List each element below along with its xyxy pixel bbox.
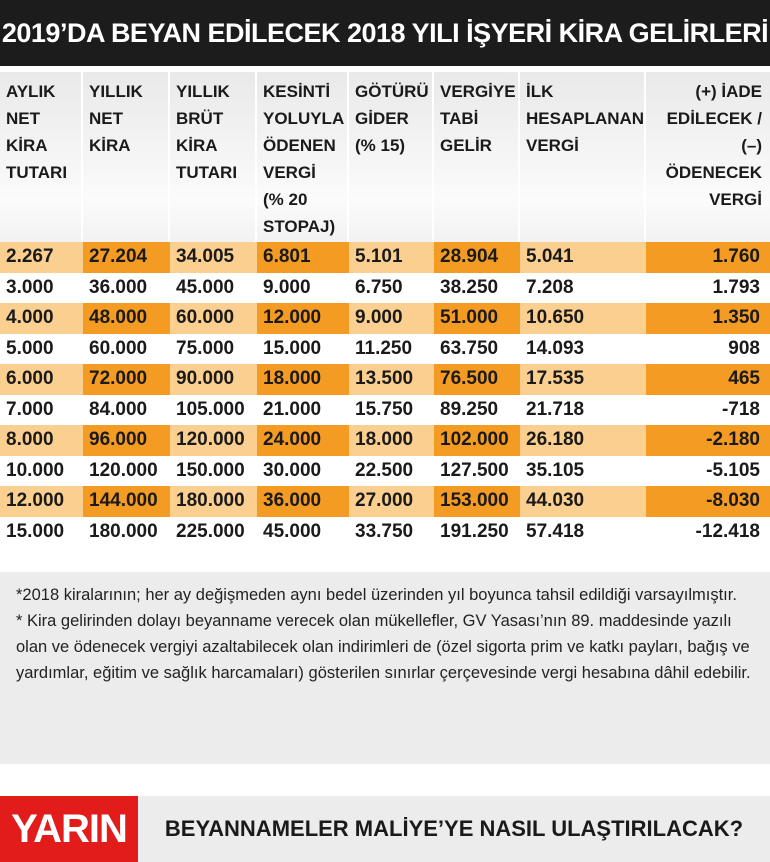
- table-cell: 7.000: [6, 398, 54, 420]
- table-cell: 18.000: [355, 429, 414, 451]
- table-cell: 22.500: [355, 459, 414, 481]
- table-cell: 191.250: [440, 520, 509, 542]
- table-cell: 96.000: [83, 425, 170, 456]
- next-issue-banner: [0, 796, 770, 862]
- table-cell: 84.000: [89, 398, 148, 420]
- table-cell: 9.000: [263, 276, 311, 298]
- table-cell: 7.208: [526, 276, 574, 298]
- column-header-taxable-income: VERGİYE TABİ GELİR: [434, 72, 520, 242]
- table-cell: 48.000: [83, 303, 170, 334]
- table-cell: 144.000: [83, 486, 170, 517]
- table-header: [0, 72, 770, 242]
- table-cell: 120.000: [89, 459, 158, 481]
- table-cell: 465: [646, 364, 770, 395]
- table-body: [0, 242, 770, 547]
- table-cell: 2.267: [6, 246, 54, 268]
- table-cell: 76.500: [434, 364, 520, 395]
- table-cell: 27.000: [355, 490, 414, 512]
- table-cell: 102.000: [434, 425, 520, 456]
- table-cell: -12.418: [695, 520, 760, 542]
- table-cell: 225.000: [176, 520, 245, 542]
- table-cell: -5.105: [706, 459, 760, 481]
- table-cell: 51.000: [434, 303, 520, 334]
- table-cell: 28.904: [434, 242, 520, 273]
- table-cell: 105.000: [176, 398, 245, 420]
- table-cell: 3.000: [6, 276, 54, 298]
- table-cell: 120.000: [176, 429, 245, 451]
- table-cell: 12.000: [257, 303, 349, 334]
- table-row: [0, 395, 770, 426]
- table-cell: 1.350: [646, 303, 770, 334]
- table-row: [0, 273, 770, 304]
- table-cell: 33.750: [355, 520, 414, 542]
- table-cell: 6.000: [6, 368, 54, 390]
- table-cell: 10.650: [526, 307, 585, 329]
- table-cell: 30.000: [263, 459, 322, 481]
- table-cell: 15.750: [355, 398, 414, 420]
- table-cell: 12.000: [6, 490, 65, 512]
- table-cell: 34.005: [176, 246, 235, 268]
- footnote-assumption: *2018 kiralarının; her ay değişmeden aynı bedel üzerinden yıl boyunca tahsil edildiği varsayılmıştır.: [16, 586, 737, 604]
- table-cell: 4.000: [6, 307, 54, 329]
- table-cell: 908: [728, 337, 760, 359]
- page-title: 2019’DA BEYAN EDİLECEK 2018 YILI İŞYERİ KİRA GELİRLERİ: [0, 0, 770, 66]
- table-cell: 44.030: [526, 490, 585, 512]
- table-cell: 57.418: [526, 520, 585, 542]
- next-issue-headline: BEYANNAMELER MALİYE’YE NASIL ULAŞTIRILACAK?: [164, 816, 744, 841]
- table-row: [0, 486, 770, 517]
- table-cell: 63.750: [440, 337, 499, 359]
- table-cell: 90.000: [176, 368, 235, 390]
- table-row: [0, 425, 770, 456]
- table-cell: 180.000: [176, 490, 245, 512]
- column-header-monthly-net-rent: AYLIK NET KİRA TUTARI: [0, 72, 83, 242]
- rent-income-table: [0, 72, 770, 547]
- table-row: [0, 242, 770, 273]
- table-cell: 38.250: [440, 276, 499, 298]
- table-cell: -718: [721, 398, 760, 420]
- table-cell: 45.000: [263, 520, 322, 542]
- table-cell: 35.105: [526, 459, 585, 481]
- tomorrow-tag: YARIN: [0, 796, 138, 862]
- table-cell: 75.000: [176, 337, 235, 359]
- table-cell: 11.250: [355, 337, 413, 359]
- table-cell: 127.500: [440, 459, 509, 481]
- table-cell: -8.030: [646, 486, 770, 517]
- table-cell: 5.101: [355, 246, 403, 268]
- footnotes: [0, 572, 770, 764]
- table-cell: 60.000: [89, 337, 148, 359]
- table-cell: 8.000: [6, 429, 54, 451]
- column-header-refund-payable-tax: (+) İADE EDİLECEK / (–) ÖDENECEK VERGİ: [665, 82, 762, 209]
- table-cell: 45.000: [176, 276, 235, 298]
- column-header-lump-sum-expense: GÖTÜRÜ GİDER (% 15): [349, 72, 434, 242]
- table-cell: 10.000: [6, 459, 65, 481]
- table-cell: 6.750: [355, 276, 403, 298]
- table-cell: 36.000: [257, 486, 349, 517]
- table-cell: 5.000: [6, 337, 54, 359]
- table-row: [0, 303, 770, 334]
- table-cell: 6.801: [257, 242, 349, 273]
- table-cell: 1.760: [646, 242, 770, 273]
- table-cell: 17.535: [526, 368, 585, 390]
- table-row: [0, 517, 770, 548]
- table-cell: 14.093: [526, 337, 585, 359]
- table-cell: 18.000: [257, 364, 349, 395]
- table-cell: 180.000: [89, 520, 158, 542]
- table-cell: 9.000: [355, 307, 403, 329]
- table-cell: 153.000: [434, 486, 520, 517]
- table-cell: 89.250: [440, 398, 499, 420]
- table-cell: 36.000: [89, 276, 148, 298]
- table-cell: 26.180: [526, 429, 585, 451]
- table-cell: 72.000: [83, 364, 170, 395]
- table-cell: 5.041: [526, 246, 574, 268]
- table-cell: 60.000: [176, 307, 235, 329]
- table-cell: 150.000: [176, 459, 245, 481]
- table-row: [0, 334, 770, 365]
- table-cell: 24.000: [257, 425, 349, 456]
- table-row: [0, 364, 770, 395]
- column-header-annual-net-rent: YILLIK NET KİRA: [83, 72, 170, 242]
- table-cell: 21.000: [263, 398, 322, 420]
- column-header-annual-gross-rent: YILLIK BRÜT KİRA TUTARI: [170, 72, 257, 242]
- footnote-deductions: * Kira gelirinden dolayı beyanname verecek olan mükellefler, GV Yasası’nın 89. maddesinde yazılı olan ve ödenecek vergiyi azaltabilecek olan indirimleri de (özel sigorta prim ve katkı payları, bağış ve yardımlar, eğitim ve sağlık harcamaları) gösterilen sınırlar çerçevesinde vergi hesabına dâhil edebilir.: [16, 612, 751, 682]
- table-cell: 15.000: [6, 520, 65, 542]
- column-header-withholding-tax: KESİNTİ YOLUYLA ÖDENEN VERGİ (% 20 STOPAJ): [257, 72, 349, 242]
- column-header-initial-tax: İLK HESAPLANAN VERGİ: [520, 72, 646, 242]
- table-row: [0, 456, 770, 487]
- table-cell: 15.000: [263, 337, 322, 359]
- table-cell: 13.500: [355, 368, 414, 390]
- table-cell: 27.204: [83, 242, 170, 273]
- table-cell: 21.718: [526, 398, 585, 420]
- table-cell: -2.180: [646, 425, 770, 456]
- table-cell: 1.793: [712, 276, 760, 298]
